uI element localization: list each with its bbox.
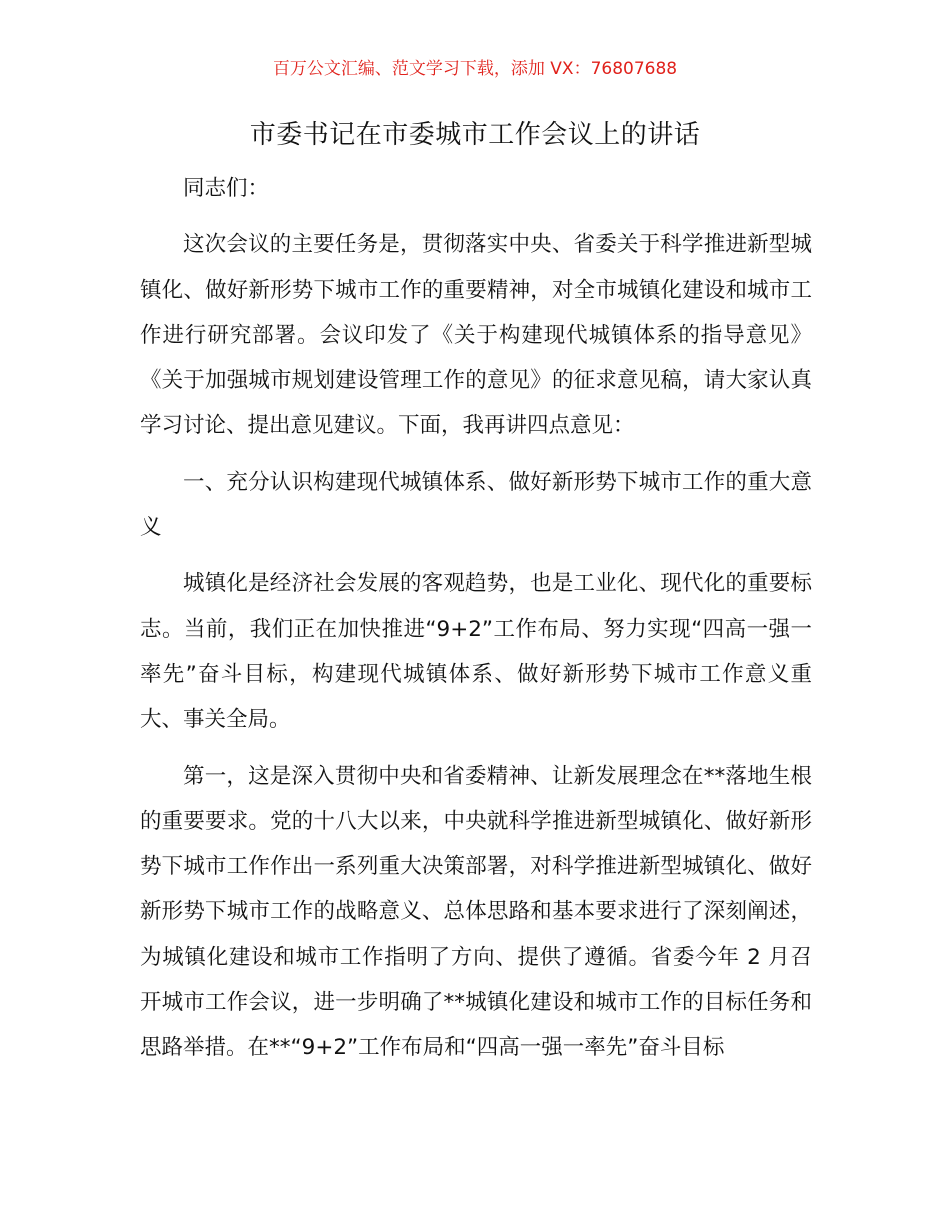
paragraph-intro: 这次会议的主要任务是，贯彻落实中央、省委关于科学推进新型城镇化、做好新形势下城市工作的重要精神，对全市城镇化建设和城市工作进行研究部署。会议印发了《关于构建现代城镇体系的指导意见》《关于加强城市规划建设管理工作的意见》的征求意见稿，请大家认真学习讨论、提出意见建议。下面，我再讲四点意见： [140, 232, 812, 439]
section-heading-1: 一、充分认识构建现代城镇体系、做好新形势下城市工作的重大意义 [140, 469, 812, 541]
watermark-header: 百万公文汇编、范文学习下载，添加 VX：76807688 [272, 59, 678, 79]
paragraph-first-point: 第一，这是深入贯彻中央和省委精神、让新发展理念在**落地生根的重要要求。党的十八大以来，中央就科学推进新型城镇化、做好新形势下城市工作作出一系列重大决策部署，对科学推进新型城镇化、做好新形势下城市工作的战略意义、总体思路和基本要求进行了深刻阐述，为城镇化建设和城市工作指明了方向、提供了遵循。省委今年 2 月召开城市工作会议，进一步明确了**城镇化建设和城市工作的目标任务和思路举措。在**“9+2”工作布局和“四高一强一率先”奋斗目标 [140, 763, 812, 1061]
paragraph-urbanization: 城镇化是经济社会发展的客观趋势，也是工业化、现代化的重要标志。当前，我们正在加快推进“9+2”工作布局、努力实现“四高一强一率先”奋斗目标，构建现代城镇体系、做好新形势下城市工作意义重大、事关全局。 [140, 571, 812, 733]
document-title: 市委书记在市委城市工作会议上的讲话 [249, 120, 701, 150]
document-body [140, 166, 812, 1071]
salutation: 同志们： [183, 176, 270, 201]
